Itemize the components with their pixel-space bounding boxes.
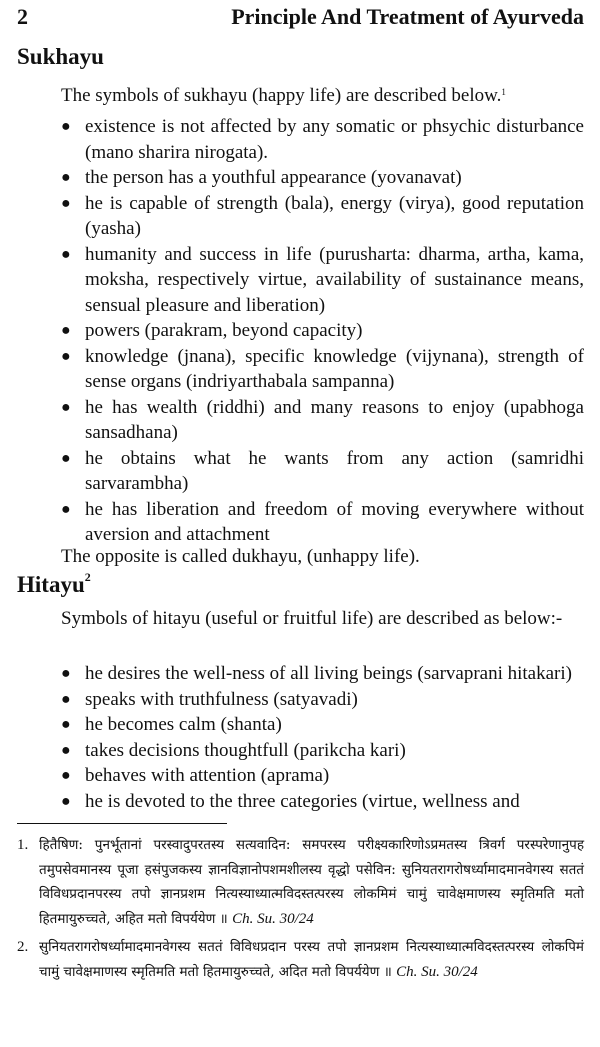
list-item bbox=[61, 344, 584, 395]
footnotes bbox=[17, 833, 584, 988]
list-item bbox=[61, 318, 584, 344]
list-item-text: he is capable of strength (bala), energy (virya), good reputation (yasha) bbox=[85, 192, 584, 239]
list-item bbox=[61, 712, 584, 738]
list-item-text: he has liberation and freedom of moving everywhere without aversion and attachment bbox=[85, 498, 584, 545]
list-item bbox=[61, 242, 584, 319]
list-item bbox=[61, 763, 584, 789]
bullet-icon: ● bbox=[61, 792, 71, 810]
footnote-1 bbox=[17, 833, 584, 931]
list-item bbox=[61, 395, 584, 446]
hitayu-intro: Symbols of hitayu (useful or fruitful life) are described as below:- bbox=[61, 608, 563, 629]
list-item-text: humanity and success in life (purusharta: dharma, artha, kama, moksha, respectively virtue, availability of sustainance means, sensual pleasure and liberation) bbox=[85, 243, 584, 316]
list-item bbox=[61, 191, 584, 242]
bullet-icon: ● bbox=[61, 449, 71, 467]
footnote-ref-2[interactable]: 2 bbox=[84, 570, 91, 585]
list-item-text: he obtains what he wants from any action (samridhi sarvarambha) bbox=[85, 447, 584, 494]
list-item-text: existence is not affected by any somatic or phsychic disturbance (mano sharira nirogata). bbox=[85, 116, 584, 163]
bullet-icon: ● bbox=[61, 690, 71, 708]
bullet-icon: ● bbox=[61, 741, 71, 759]
footnote-number: 1. bbox=[17, 837, 29, 853]
list-item-text: knowledge (jnana), specific knowledge (vijynana), strength of sense organs (indriyarthabala sampanna) bbox=[85, 345, 584, 392]
bullet-icon: ● bbox=[61, 194, 71, 212]
list-item bbox=[61, 661, 584, 687]
footnote-citation: Ch. Su. 30/24 bbox=[232, 910, 314, 927]
bullet-icon: ● bbox=[61, 500, 71, 518]
list-item-text: powers (parakram, beyond capacity) bbox=[85, 320, 363, 341]
bullet-icon: ● bbox=[61, 169, 71, 186]
list-item bbox=[61, 114, 584, 165]
list-item-text: the person has a youthful appearance (yovanavat) bbox=[85, 167, 462, 188]
list-item-text: he desires the well-ness of all living beings (sarvaprani hitakari) bbox=[85, 663, 572, 684]
bullet-icon: ● bbox=[61, 716, 71, 733]
bullet-icon: ● bbox=[61, 347, 71, 365]
sukhayu-list bbox=[61, 114, 584, 548]
footnote-ref-1[interactable]: 1 bbox=[501, 87, 506, 97]
page-header bbox=[17, 4, 584, 36]
list-item bbox=[61, 497, 584, 548]
bullet-icon: ● bbox=[61, 398, 71, 416]
list-item bbox=[61, 738, 584, 764]
list-item-text: he is devoted to the three categories (virtue, wellness and bbox=[85, 790, 520, 812]
bullet-icon: ● bbox=[61, 118, 71, 135]
bullet-icon: ● bbox=[61, 767, 71, 784]
page-number: 2 bbox=[17, 4, 28, 29]
footnote-text: सुनियतरागरोषर्ध्यामादमानवेगस्य सततं विविधप्रदान परस्य तपो ज्ञानप्रशम नित्यस्याध्यात्मविदस्तत्परस्य लोकपिमं चामुं चावेक्षमाणस्य स्मृतिमति मतो हितमायुरुच्चते, अदित मतो विपर्ययेण ॥ bbox=[39, 939, 584, 980]
list-item bbox=[61, 687, 584, 713]
list-item-text: behaves with attention (aprama) bbox=[85, 765, 330, 786]
footnote-divider bbox=[17, 823, 227, 824]
list-item bbox=[61, 789, 584, 815]
footnote-text: हितैषिण: पुनर्भूतानां परस्वादुपरतस्य सत्यवादिन: समपरस्य परीक्ष्यकारिणोऽप्रमतस्य त्रिवर्ग परस्परेणानुपह तमुपसेवमानस्य पूजा हसंपुजकस्य ज्ञानविज्ञानोपशमशीलस्य वृद्धो पसेविन: सुनियतरागरोषर्ध्यामादमानवेगस्य सततं विविधप्रदानपरस्य तपो ज्ञानप्रशम नित्यस्याध्यात्मविदस्तत्परस्य लोकमिमं चामुं चावेक्षमाणस्य स्मृतिमति मतो हितमायुरुच्चते, अहित मतो विपर्ययेण ॥ bbox=[39, 837, 584, 927]
sukhayu-intro: The symbols of sukhayu (happy life) are described below.$^1$ bbox=[61, 85, 506, 106]
hitayu-list bbox=[61, 661, 584, 814]
section-heading-hitayu: Hitayu$^2$ bbox=[17, 570, 91, 597]
footnote-2 bbox=[17, 935, 584, 984]
section-heading-sukhayu: Sukhayu bbox=[17, 44, 104, 69]
list-item-text: he becomes calm (shanta) bbox=[85, 714, 282, 735]
running-title: Principle And Treatment of Ayurveda bbox=[231, 4, 584, 29]
list-item bbox=[61, 446, 584, 497]
footnote-citation: Ch. Su. 30/24 bbox=[396, 963, 478, 980]
list-item-text: speaks with truthfulness (satyavadi) bbox=[85, 688, 358, 710]
footnote-number: 2. bbox=[17, 939, 29, 955]
list-item-text: takes decisions thoughtfull (parikcha kari) bbox=[85, 739, 406, 761]
bullet-icon: ● bbox=[61, 665, 71, 682]
bullet-icon: ● bbox=[61, 322, 71, 339]
sukhayu-closing: The opposite is called dukhayu, (unhappy life). bbox=[61, 546, 420, 567]
bullet-icon: ● bbox=[61, 245, 71, 263]
list-item bbox=[61, 165, 584, 191]
list-item-text: he has wealth (riddhi) and many reasons to enjoy (upabhoga sansadhana) bbox=[85, 396, 584, 443]
